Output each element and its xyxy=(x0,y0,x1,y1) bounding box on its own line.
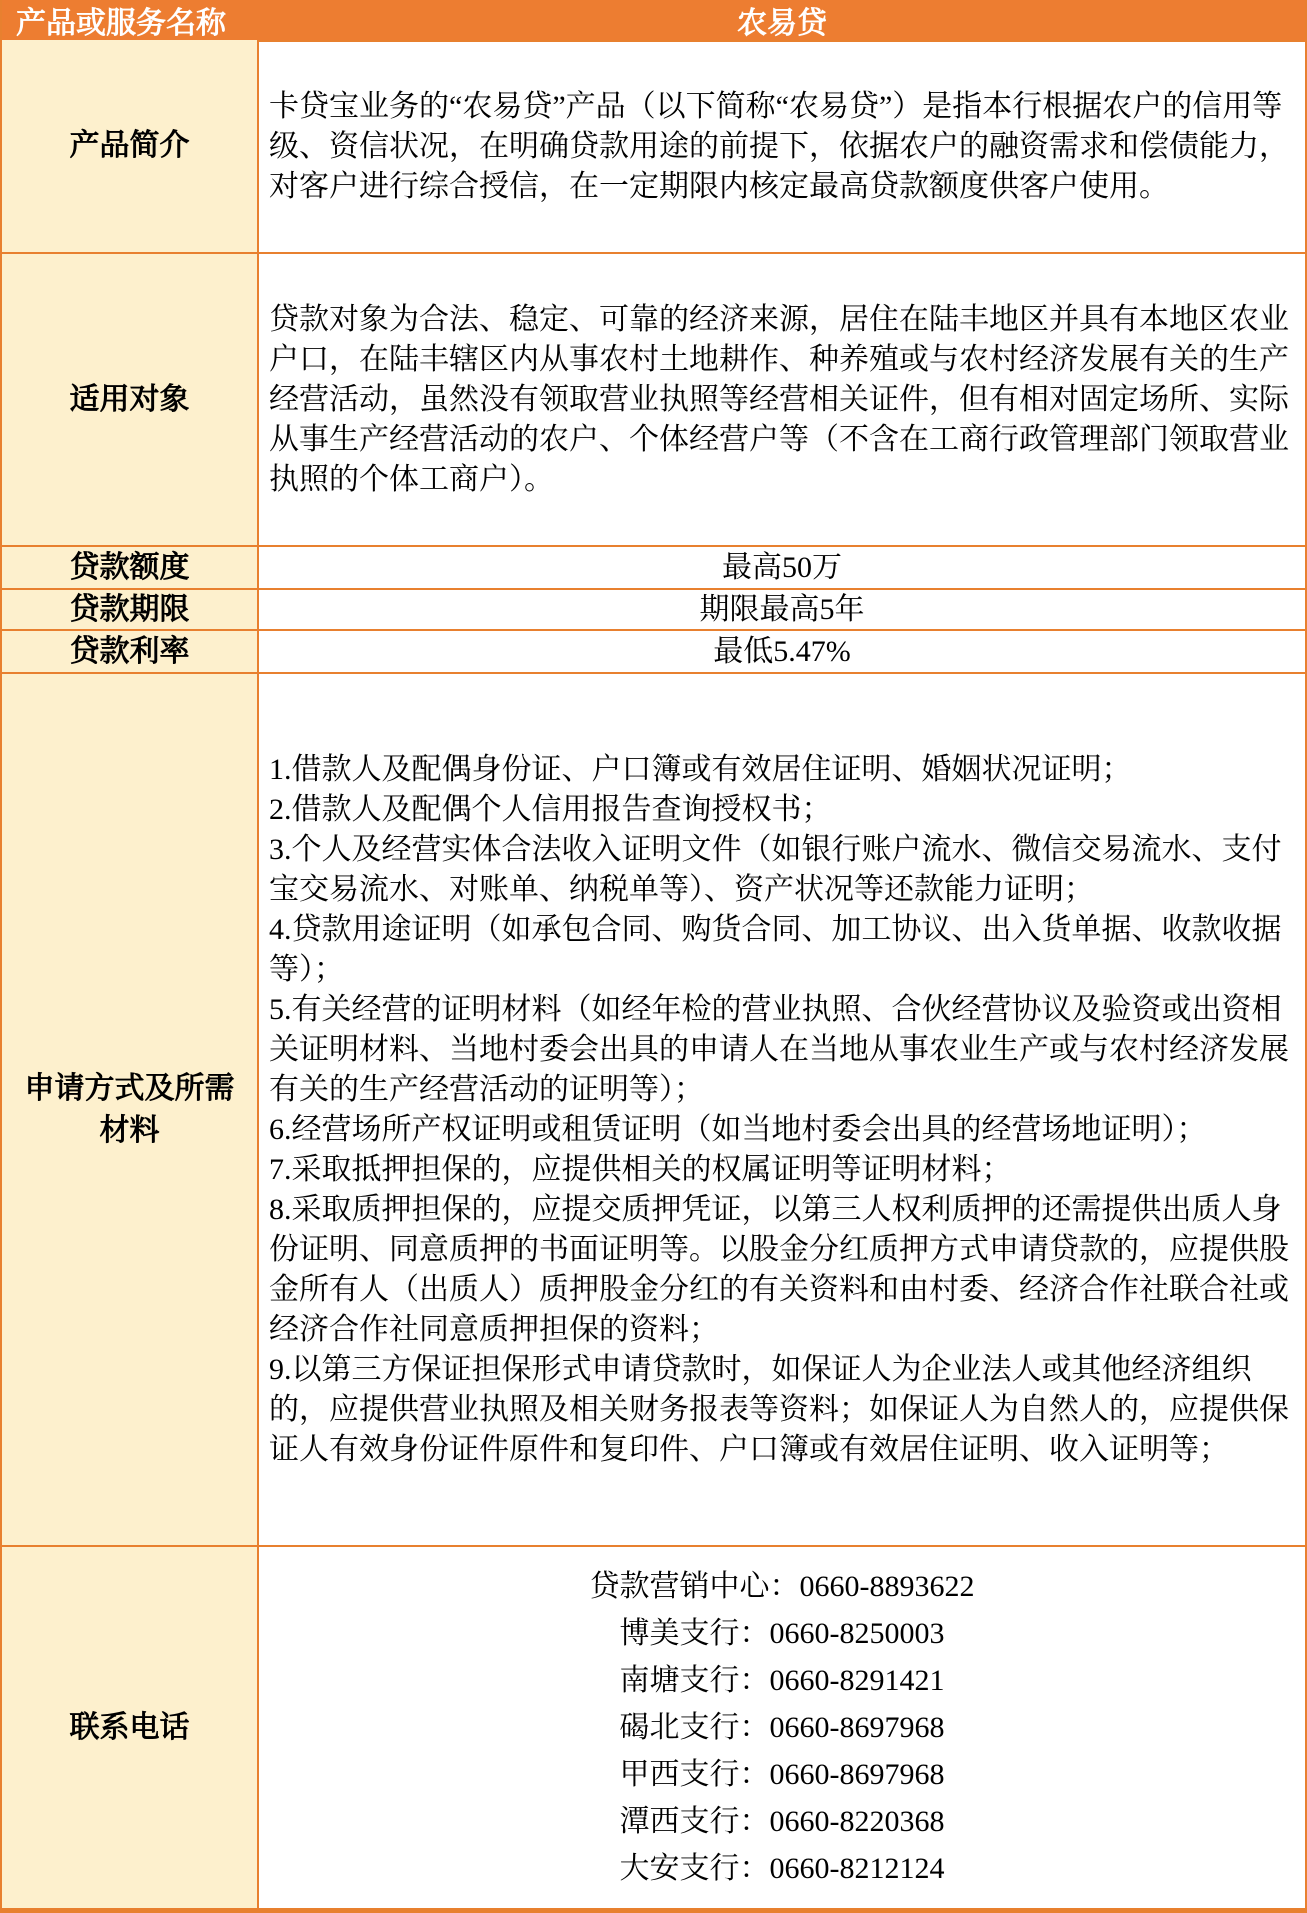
target-customers-text xyxy=(259,252,1305,545)
material-item: 7.采取抵押担保的，应提供相关的权属证明等证明材料； xyxy=(269,1152,1012,1186)
header-product-name: 农易贷 xyxy=(259,0,1305,40)
phone-item: 南塘支行：0660-8291421 xyxy=(619,1664,945,1697)
material-item: 4.贷款用途证明（如承包合同、购货合同、加工协议、出入货单据、收款收据等）； xyxy=(269,912,1282,986)
phone-item: 碣北支行：0660-8697968 xyxy=(619,1711,945,1744)
phone-item: 大安支行：0660-8212124 xyxy=(619,1852,945,1885)
loan-term-value: 期限最高5年 xyxy=(259,588,1305,629)
product-intro-paragraph: 卡贷宝业务的“农易贷”产品（以下简称“农易贷”）是指本行根据农户的信用等级、资信状况，在明确贷款用途的前提下，依据农户的融资需求和偿债能力，对客户进行综合授信，在一定期限内核定最高贷款额度供客户使用。 xyxy=(269,90,1289,203)
label-contact-phone: 联系电话 xyxy=(2,1545,259,1908)
phone-item: 甲西支行：0660-8697968 xyxy=(619,1758,945,1791)
label-loan-rate: 贷款利率 xyxy=(2,629,259,672)
label-product-intro: 产品简介 xyxy=(2,40,259,252)
material-item: 3.个人及经营实体合法收入证明文件（如银行账户流水、微信交易流水、支付宝交易流水、对账单、纳税单等）、资产状况等还款能力证明； xyxy=(269,832,1282,906)
label-loan-term: 贷款期限 xyxy=(2,588,259,629)
material-item: 2.借款人及配偶个人信用报告查询授权书； xyxy=(269,792,832,826)
application-materials-list xyxy=(259,672,1305,1545)
phone-item: 博美支行：0660-8250003 xyxy=(619,1617,945,1650)
label-application-materials: 申请方式及所需材料 xyxy=(2,672,259,1545)
phone-item: 贷款营销中心：0660-8893622 xyxy=(589,1570,975,1603)
material-item: 6.经营场所产权证明或租赁证明（如当地村委会出具的经营场地证明）； xyxy=(269,1112,1207,1146)
target-customers-paragraph: 贷款对象为合法、稳定、可靠的经济来源，居住在陆丰地区并具有本地区农业户口，在陆丰辖区内从事农村土地耕作、种养殖或与农村经济发展有关的生产经营活动，虽然没有领取营业执照等经营相关证件，但有相对固定场所、实际从事生产经营活动的农户、个体经营户等（不含在工商行政管理部门领取营业执照的个体工商户）。 xyxy=(269,302,1289,496)
contact-phone-list xyxy=(259,1545,1305,1908)
phone-item: 潭西支行：0660-8220368 xyxy=(619,1805,945,1838)
material-item: 5.有关经营的证明材料（如经年检的营业执照、合伙经营协议及验资或出资相关证明材料、当地村委会出具的申请人在当地从事农业生产或与农村经济发展有关的生产经营活动的证明等）； xyxy=(269,992,1289,1106)
loan-amount-value: 最高50万 xyxy=(259,545,1305,588)
label-target-customers: 适用对象 xyxy=(2,252,259,545)
material-item: 8.采取质押担保的，应提交质押凭证，以第三人权利质押的还需提供出质人身份证明、同意质押的书面证明等。以股金分红质押方式申请贷款的，应提供股金所有人（出质人）质押股金分红的有关资料和由村委、经济合作社联合社或经济合作社同意质押担保的资料； xyxy=(269,1192,1289,1346)
material-item: 9.以第三方保证担保形式申请贷款时，如保证人为企业法人或其他经济组织的，应提供营业执照及相关财务报表等资料；如保证人为自然人的，应提供保证人有效身份证件原件和复印件、户口簿或有效居住证明、收入证明等； xyxy=(269,1352,1289,1466)
product-intro-text xyxy=(259,40,1305,252)
header-product-or-service-label: 产品或服务名称 xyxy=(2,0,259,40)
loan-rate-value: 最低5.47% xyxy=(259,629,1305,672)
material-item: 1.借款人及配偶身份证、户口簿或有效居住证明、婚姻状况证明； xyxy=(269,752,1132,786)
label-loan-amount: 贷款额度 xyxy=(2,545,259,588)
